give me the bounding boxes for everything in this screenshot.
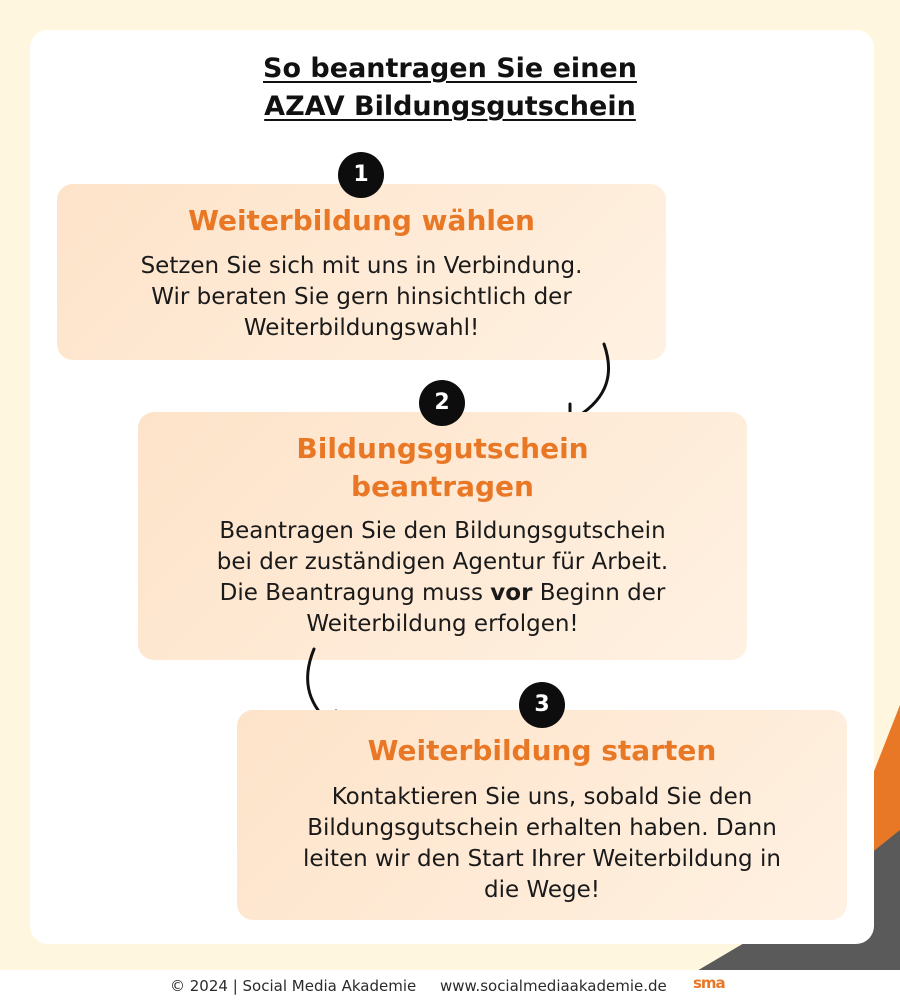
footer-url[interactable]: www.socialmediaakademie.de xyxy=(440,977,667,995)
step-1-box xyxy=(57,184,666,360)
step-2-heading: Bildungsgutschein beantragen xyxy=(296,432,589,503)
logo-text: sma xyxy=(693,974,725,992)
step-3-box xyxy=(237,710,847,920)
step-3-badge: 3 xyxy=(519,682,565,728)
step-2-text: Beantragen Sie den Bildungsgutschein bei der zuständigen Agentur für Arbeit. Die Beantragung muss vor Beginn der Weiterbildung erfolgen! xyxy=(216,518,669,637)
footer-copyright: © 2024 | Social Media Akademie xyxy=(170,977,417,995)
step-2-badge: 2 xyxy=(419,380,465,426)
step-1-badge: 1 xyxy=(338,152,384,198)
step-1-text: Setzen Sie sich mit uns in Verbindung. Wir beraten Sie gern hinsichtlich der Weiterbildungswahl! xyxy=(140,253,583,341)
step-3-text: Kontaktieren Sie uns, sobald Sie den Bildungsgutschein erhalten haben. Dann leiten wir den Start Ihrer Weiterbildung in die Wege! xyxy=(303,784,781,903)
step-3-heading: Weiterbildung starten xyxy=(367,734,717,767)
title-line-1: So beantragen Sie einen xyxy=(263,53,637,84)
page-title xyxy=(150,50,750,126)
title-line-2: AZAV Bildungsgutschein xyxy=(264,91,636,122)
emphasis-vor: vor xyxy=(490,580,533,606)
step-1-heading: Weiterbildung wählen xyxy=(188,204,535,237)
step-2-box xyxy=(138,412,747,660)
sma-logo xyxy=(693,973,733,997)
